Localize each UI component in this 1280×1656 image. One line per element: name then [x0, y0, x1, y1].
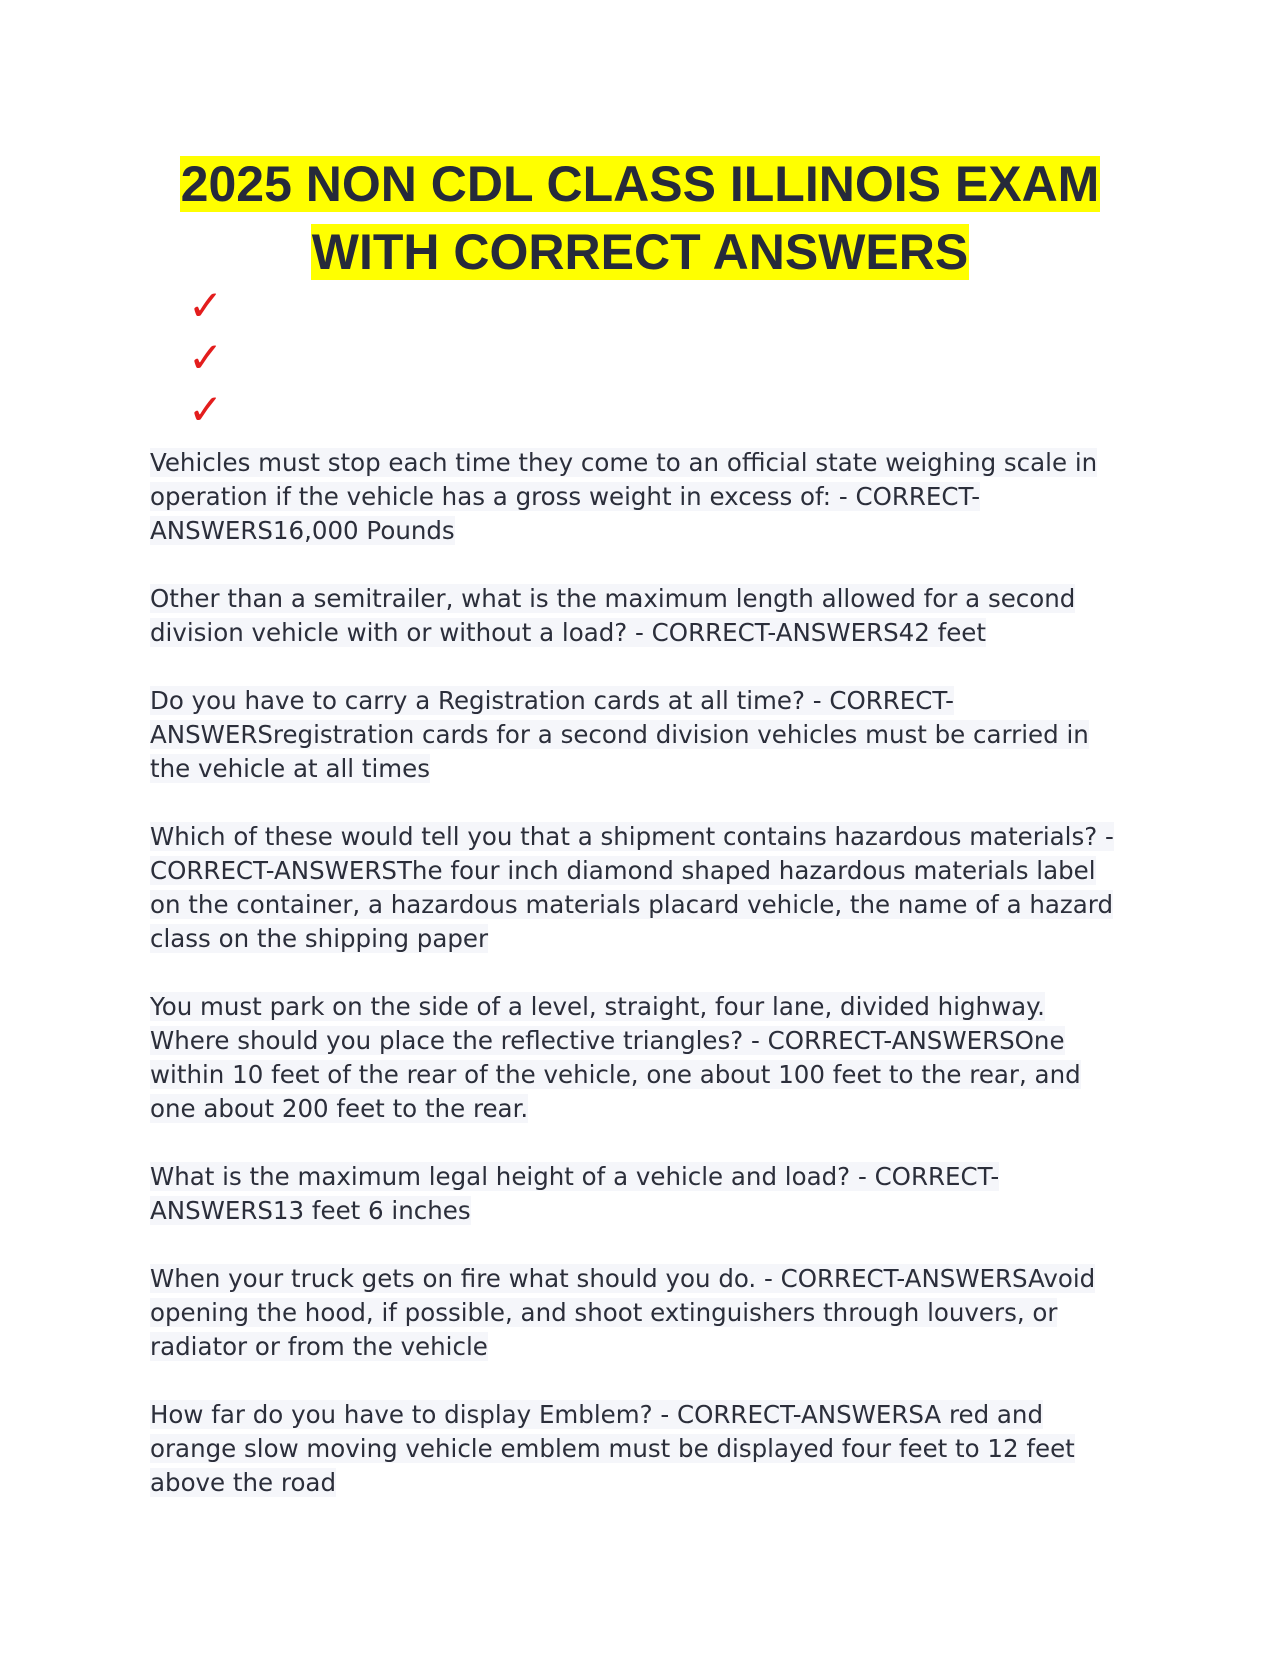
qa-item — [150, 990, 1130, 1126]
qa-item — [150, 1160, 1130, 1228]
qa-item — [150, 1262, 1130, 1364]
qa-text: When your truck gets on fire what should you do. - CORRECT-ANSWERSAvoid opening the hood, if possible, and shoot extinguishers through louvers, or radiator or from the vehicle — [150, 1264, 1096, 1361]
qa-text: What is the maximum legal height of a vehicle and load? - CORRECT-ANSWERS13 feet 6 inches — [150, 1162, 1000, 1225]
qa-text: Vehicles must stop each time they come to an official state weighing scale in operation if the vehicle has a gross weight in excess of: - CORRECT-ANSWERS16,000 Pounds — [150, 448, 1098, 545]
checkmark-icon: ✓ — [188, 281, 224, 330]
qa-text: You must park on the side of a level, straight, four lane, divided highway. Where should you place the reflective triangles? - CORRECT-ANSWERSOne within 10 feet of the rear of the vehicle, one about 100 feet to the rear, and one about 200 feet to the rear. — [150, 992, 1081, 1123]
qa-item — [150, 582, 1130, 650]
qa-item — [150, 1398, 1130, 1500]
qa-list — [150, 446, 1130, 1534]
qa-item — [150, 684, 1130, 786]
checkmark-group — [188, 280, 248, 436]
qa-text: Other than a semitrailer, what is the maximum length allowed for a second division vehicle with or without a load? - CORRECT-ANSWERS42 feet — [150, 584, 1076, 647]
qa-text: How far do you have to display Emblem? - CORRECT-ANSWERSA red and orange slow moving vehicle emblem must be displayed four feet to 12 feet above the road — [150, 1400, 1075, 1497]
checkmark-icon: ✓ — [188, 333, 224, 382]
title-line-2: WITH CORRECT ANSWERS — [311, 224, 969, 280]
title-line-1: 2025 NON CDL CLASS ILLINOIS EXAM — [180, 156, 1100, 212]
qa-text: Do you have to carry a Registration cards at all time? - CORRECT-ANSWERSregistration cards for a second division vehicles must be carried in the vehicle at all times — [150, 686, 1089, 783]
document-title — [150, 150, 1130, 286]
qa-item — [150, 820, 1130, 956]
qa-item — [150, 446, 1130, 548]
checkmark-icon: ✓ — [188, 385, 224, 434]
qa-text: Which of these would tell you that a shipment contains hazardous materials? - CORRECT-ANSWERSThe four inch diamond shaped hazardous materials label on the container, a hazardous materials placard vehicle, the name of a hazard class on the shipping paper — [150, 822, 1114, 953]
